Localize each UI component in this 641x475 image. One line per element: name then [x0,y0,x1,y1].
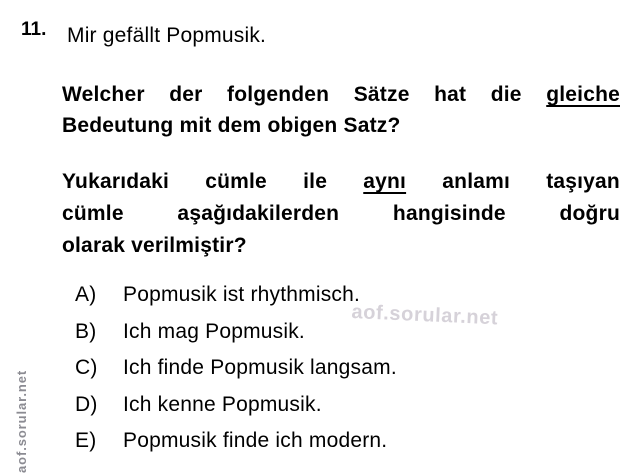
turkish-line-3: olarak verilmiştir? [62,234,247,257]
german-line-1 [62,79,620,110]
option-c-text: Ich finde Popmusik langsam. [123,356,397,379]
option-b [75,321,397,342]
turkish-line-1 [62,166,620,198]
option-b-letter: B) [75,319,97,343]
turkish-line-1-pre: Yukarıdaki cümle ile [62,170,328,193]
german-underlined-word: gleiche [546,83,620,106]
turkish-line-1-post: anlamı taşıyan [442,170,620,193]
watermark-left-vertical: aof.sorular.net [14,369,29,473]
german-line-2: Bedeutung mit dem obigen Satz? [62,114,401,137]
turkish-line-2: cümle aşağıdakilerden hangisinde doğru [62,202,620,225]
answer-options [75,284,397,467]
question-number: 11. [21,19,47,40]
german-line-1-text: Welcher der folgenden Sätze hat die [62,83,522,106]
option-e-letter: E) [75,429,97,452]
option-a-letter: A) [75,283,97,306]
option-d-text: Ich kenne Popmusik. [123,392,322,416]
option-d [75,394,397,415]
question-text-turkish [62,166,620,262]
option-c [75,357,397,378]
option-d-letter: D) [75,392,98,416]
option-a [75,284,397,305]
option-e-text: Popmusik finde ich modern. [123,429,388,452]
option-b-text: Ich mag Popmusik. [123,319,305,343]
option-c-letter: C) [75,356,98,379]
question-text-german [62,79,620,141]
option-a-text: Popmusik ist rhythmisch. [123,283,361,306]
turkish-underlined-word: aynı [363,170,407,193]
option-e [75,430,397,451]
watermark-center: aof.sorular.net [351,301,499,330]
question-stem: Mir gefällt Popmusik. [67,24,267,47]
